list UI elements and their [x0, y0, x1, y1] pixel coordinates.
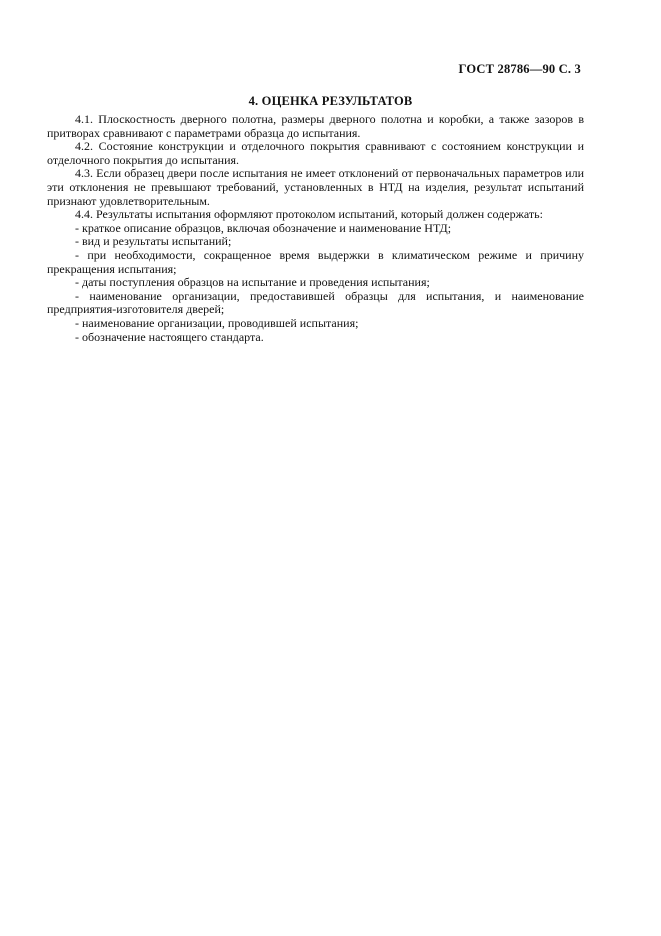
section-title: 4. ОЦЕНКА РЕЗУЛЬТАТОВ [248, 94, 413, 108]
paragraph-4-2: 4.2. Состояние конструкции и отделочного покрытия сравнивают с состоянием конструкции и отделочного покрытия до испытания. [47, 139, 584, 167]
list-item: - обозначение настоящего стандарта. [75, 329, 264, 344]
paragraph-4-1: 4.1. Плоскостность дверного полотна, размеры дверного полотна и коробки, а также зазоров в притворах сравнивают с параметрами образца до испытания. [47, 112, 584, 140]
list-item: - вид и результаты испытаний; [75, 234, 232, 249]
paragraph-4-4: 4.4. Результаты испытания оформляют протоколом испытаний, который должен содержать: [75, 207, 543, 222]
paragraph-4-3: 4.3. Если образец двери после испытания не имеет отклонений от первоначальных параметров или эти отклонения не превышают требований, установленных в НТД на изделия, результат испытаний признают удовлетворительным. [47, 166, 584, 208]
list-item: - при необходимости, сокращенное время выдержки в климатическом режиме и причину прекращения испытания; [47, 247, 584, 276]
section-body [47, 113, 584, 344]
list-item: - наименование организации, предоставившей образцы для испытания, и наименование предприятия-изготовителя дверей; [47, 288, 584, 317]
list-item: - даты поступления образцов на испытание и проведения испытания; [75, 275, 430, 290]
list-item: - краткое описание образцов, включая обозначение и наименование НТД; [75, 220, 452, 235]
page-header-doc-ref: ГОСТ 28786—90 С. 3 [458, 62, 581, 76]
protocol-items-list [47, 222, 584, 344]
list-item: - наименование организации, проводившей испытания; [75, 315, 359, 330]
